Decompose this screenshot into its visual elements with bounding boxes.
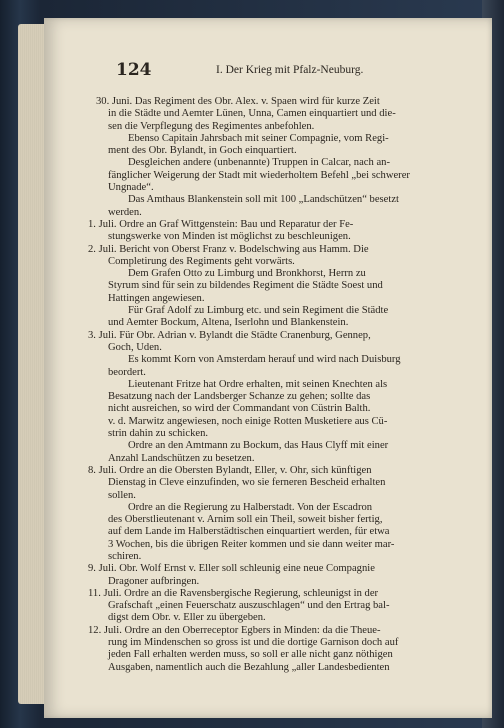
text-line: digst dem Obr. v. Eller zu übergeben. [108, 612, 266, 624]
text-line: Styrum sind für sein zu bildendes Regiment die Städte Soest und [108, 280, 383, 292]
text-line: 2. Juli. Bericht von Oberst Franz v. Bodelschwing aus Hamm. Die [88, 243, 369, 255]
text-line: und Aemter Bockum, Altena, Iserlohn und Blankenstein. [108, 317, 349, 329]
text-line: Ordre an die Regierung zu Halberstadt. Von der Escadron [128, 501, 373, 513]
text-line: Das Amthaus Blankenstein soll mit 100 „Landschützen“ besetzt [128, 194, 399, 206]
text-line: Hattingen angewiesen. [108, 292, 205, 304]
text-line: 3. Juli. Für Obr. Adrian v. Bylandt die Städte Cranenburg, Gennep, [88, 329, 371, 341]
text-line: 12. Juli. Ordre an den Oberreceptor Egbers in Minden: da die Theue- [88, 624, 381, 636]
text-line: Grafschaft „einen Feuerschatz auszuschlagen“ und den Ertrag bal- [108, 600, 390, 612]
text-line: in die Städte und Aemter Lünen, Unna, Camen einquartiert und die- [108, 108, 396, 120]
text-line: Anzahl Landschützen zu besetzen. [108, 452, 255, 464]
text-line: Goch, Uden. [108, 341, 162, 353]
text-line: 11. Juli. Ordre an die Ravensbergische Regierung, schleunigst in der [88, 587, 379, 599]
text-line: Es kommt Korn von Amsterdam herauf und wird nach Duisburg [128, 354, 401, 366]
text-line: Ausgaben, namentlich auch die Bezahlung „aller Landesbedienten [108, 661, 390, 673]
text-line: fänglicher Weigerung der Stadt mit wiederholtem Befehl „bei schwerer [108, 169, 410, 181]
running-title: I. Der Krieg mit Pfalz-Neuburg. [216, 64, 364, 76]
text-line: 8. Juli. Ordre an die Obersten Bylandt, Eller, v. Ohr, sich künftigen [88, 464, 372, 476]
text-line: v. d. Marwitz angewiesen, noch einige Rotten Musketiere aus Cü- [108, 415, 388, 427]
book-page [44, 18, 492, 718]
text-line: schiren. [108, 550, 142, 562]
text-line: 1. Juli. Ordre an Graf Wittgenstein: Bau und Reparatur der Fe- [88, 218, 354, 230]
text-line: 9. Juli. Obr. Wolf Ernst v. Eller soll schleunig eine neue Compagnie [88, 563, 375, 575]
text-line: auf dem Lande im Halberstädtischen einquartiert werden, für etwa [108, 526, 390, 538]
text-line: Desgleichen andere (unbenannte) Truppen in Calcar, nach an- [128, 157, 390, 169]
text-line: des Oberstlieutenant v. Arnim soll ein Theil, soweit bisher fertig, [108, 514, 383, 526]
text-line: nicht ausreichen, so wird der Commandant von Cüstrin Balth. [108, 403, 371, 415]
text-line: Ebenso Capitain Jahrsbach mit seiner Compagnie, vom Regi- [128, 132, 389, 144]
page-number: 124 [116, 60, 152, 80]
text-line: 30. Juni. Das Regiment des Obr. Alex. v. Spaen wird für kurze Zeit [96, 96, 380, 107]
text-line: werden. [108, 206, 142, 218]
text-line: sollen. [108, 489, 136, 501]
text-line: Completirung des Regiments geht vorwärts. [108, 255, 295, 267]
text-line: Ordre an den Amtmann zu Bockum, das Haus Clyff mit einer [128, 440, 389, 452]
text-line: Dem Grafen Otto zu Limburg und Bronkhorst, Herrn zu [128, 268, 366, 280]
text-line: strin dahin zu schicken. [108, 428, 209, 440]
text-line: Besatzung nach der Landsberger Schanze zu gehen; sollte das [108, 391, 371, 403]
text-line: Ungnade“. [108, 182, 154, 194]
page-header [116, 62, 472, 82]
text-line: Lieutenant Fritze hat Ordre erhalten, mit seinen Knechten als [128, 378, 388, 390]
text-line: stungswerke von Minden ist möglichst zu beschleunigen. [108, 231, 351, 243]
text-line: sen die Verpflegung des Regimentes anbefohlen. [108, 120, 315, 132]
text-line: Für Graf Adolf zu Limburg etc. und sein Regiment die Städte [128, 305, 389, 317]
text-line: beordert. [108, 366, 146, 378]
text-line: Dienstag in Cleve einzufinden, wo sie ferneren Bescheid erhalten [108, 477, 386, 489]
text-line: rung im Mindenschen so gross ist und die dortige Garnison doch auf [108, 637, 399, 649]
text-line: ment des Obr. Bylandt, in Goch einquartiert. [108, 145, 297, 157]
text-line: Dragoner aufbringen. [108, 575, 200, 587]
page-body-text [88, 96, 504, 674]
text-line: 3 Wochen, bis die übrigen Reiter kommen und sie dann weiter mar- [108, 538, 395, 550]
text-line: jeden Fall erhalten werden muss, so soll er alle nicht ganz nöthigen [108, 649, 393, 661]
